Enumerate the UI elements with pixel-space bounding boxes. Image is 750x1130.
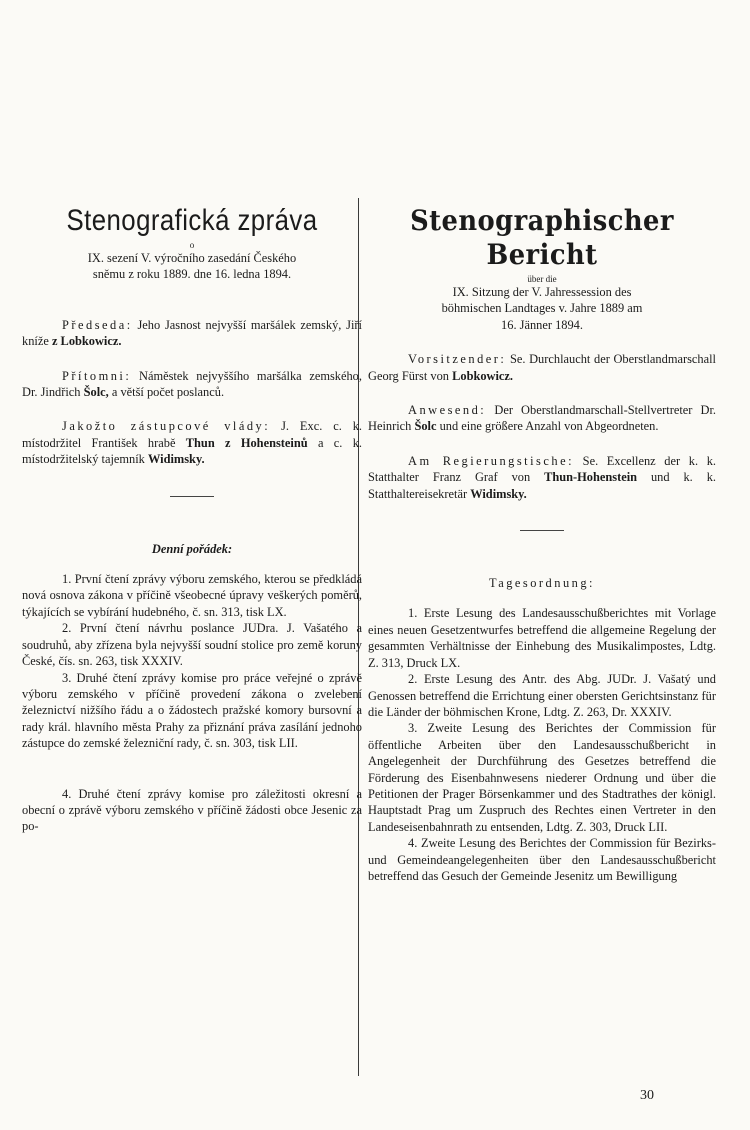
- german-agenda-item-4: 4. Zweite Lesung des Berichtes der Commission für Bezirks- und Gemeindeangelegenheiten über den Landesausschußbericht betreffend das Gesuch der Gemeinde Jesenitz um Bewilligung: [368, 836, 716, 883]
- czech-present: Přítomni: Náměstek nejvyššího maršálka zemského, Dr. Jindřich Šolc, a větší počet poslanců.: [22, 368, 362, 400]
- german-session-line-3: 16. Jänner 1894.: [501, 317, 583, 332]
- german-session-line-1: IX. Sitzung der V. Jahressession des: [452, 285, 632, 299]
- german-agenda-heading: Tagesordnung:: [489, 576, 595, 591]
- czech-session-line-2: sněmu z roku 1889. dne 16. ledna 1894.: [92, 267, 292, 282]
- czech-agenda-item-3: 3. Druhé čtení zprávy komise pro práce veřejné o zprávě výboru zemského v příčině provedení zákona o zvelebení železnictví nižšího řádu a o žádostech pražské komory bursovní a rady král. hlavního města Prahy za přiznání práva zasílání jednoho zástupce do zemské železniční rady, č. sn. 303, tisk LII.: [22, 670, 362, 751]
- czech-government: Jakožto zástupcové vlády: J. Exc. c. k. místodržitel František hrabě Thun z Hohensteinů a c. k. místodržitelský tajemník Widimsky.: [22, 419, 363, 467]
- german-column: [368, 200, 716, 884]
- czech-agenda-item-2: 2. První čtení návrhu poslance JUDra. J. Vašatého a soudruhů, aby zřízena byla nejvyšší soudní stolice pro země koruny České, čís. sn. 263, tisk XXXIV.: [22, 621, 362, 669]
- czech-session-line-1: IX. sezení V. výročního zasedání Českého: [87, 251, 297, 265]
- czech-agenda-heading: Denní pořádek:: [151, 541, 233, 556]
- czech-column: [22, 200, 362, 835]
- czech-o: o: [189, 240, 195, 250]
- german-agenda-item-1: 1. Erste Lesung des Landesausschußberichtes mit Vorlage eines neuen Gesetzentwurfes betreffend die allgemeine Regelung der gesammten Verhältnisse der Einhebung des Musikalimpostes, Ldtg. Z. 313, Druck LX.: [368, 606, 716, 670]
- czech-chair: Předseda: Jeho Jasnost nejvyšší maršálek zemský, Jiří kníže z Lobkowicz.: [22, 317, 362, 349]
- german-agenda-item-3: 3. Zweite Lesung des Berichtes der Commission für öffentliche Arbeiten über den Landesausschußbericht in Angelegenheit der Durchführung des Gesetzes betreffend die Förderung des Eisenbahnwesens niederer Ordnung und über die Petitionen der Prager Börsenkammer und des Stadtrathes der königl. Hauptstadt Prag um Zuspruch des Rechtes einen Vertreter in den Landeseisenbahnrath zu entsenden, Ldtg. Z. 303, Druck LII.: [368, 721, 716, 834]
- german-agenda-item-2: 2. Erste Lesung des Antr. des Abg. JUDr. J. Vašatý und Genossen betreffend die Errichtung einer obersten Gerichtsinstanz für die Länder der böhmischen Krone, Ldtg. Z. 263, Dr. XXXIV.: [368, 672, 716, 719]
- czech-agenda-item-4: 4. Druhé čtení zprávy komise pro záležitosti okresní a obecní o zprávě výboru zemského v příčině žádosti obce Jesenic za po-: [22, 786, 362, 834]
- czech-agenda-item-1: 1. První čtení zprávy výboru zemského, kterou se předkládá nová osnova zákona v příčině všeobecné úpravy veškerých poměrů, týkajících se vybírání hudebného, č. sn. 313, tisk LX.: [22, 572, 362, 619]
- page-number: 30: [640, 1088, 654, 1103]
- german-government: Am Regierungstische: Se. Excellenz der k. k. Statthalter Franz Graf von Thun-Hohenstein und k. k. Statthaltereisekretär Widimsky.: [368, 453, 716, 501]
- german-present: Anwesend: Der Oberstlandmarschall-Stellvertreter Dr. Heinrich Šolc und eine größere Anzahl von Abgeordneten.: [368, 403, 716, 434]
- german-chair: Vorsitzender: Se. Durchlaucht der Oberstlandmarschall Georg Fürst von Lobkowicz.: [368, 352, 716, 383]
- german-uber-die: über die: [527, 274, 557, 284]
- german-session-line-2: böhmischen Landtages v. Jahre 1889 am: [441, 301, 643, 316]
- german-title: Stenographischer Bericht: [410, 204, 674, 271]
- czech-title: Stenografická zpráva: [66, 204, 318, 237]
